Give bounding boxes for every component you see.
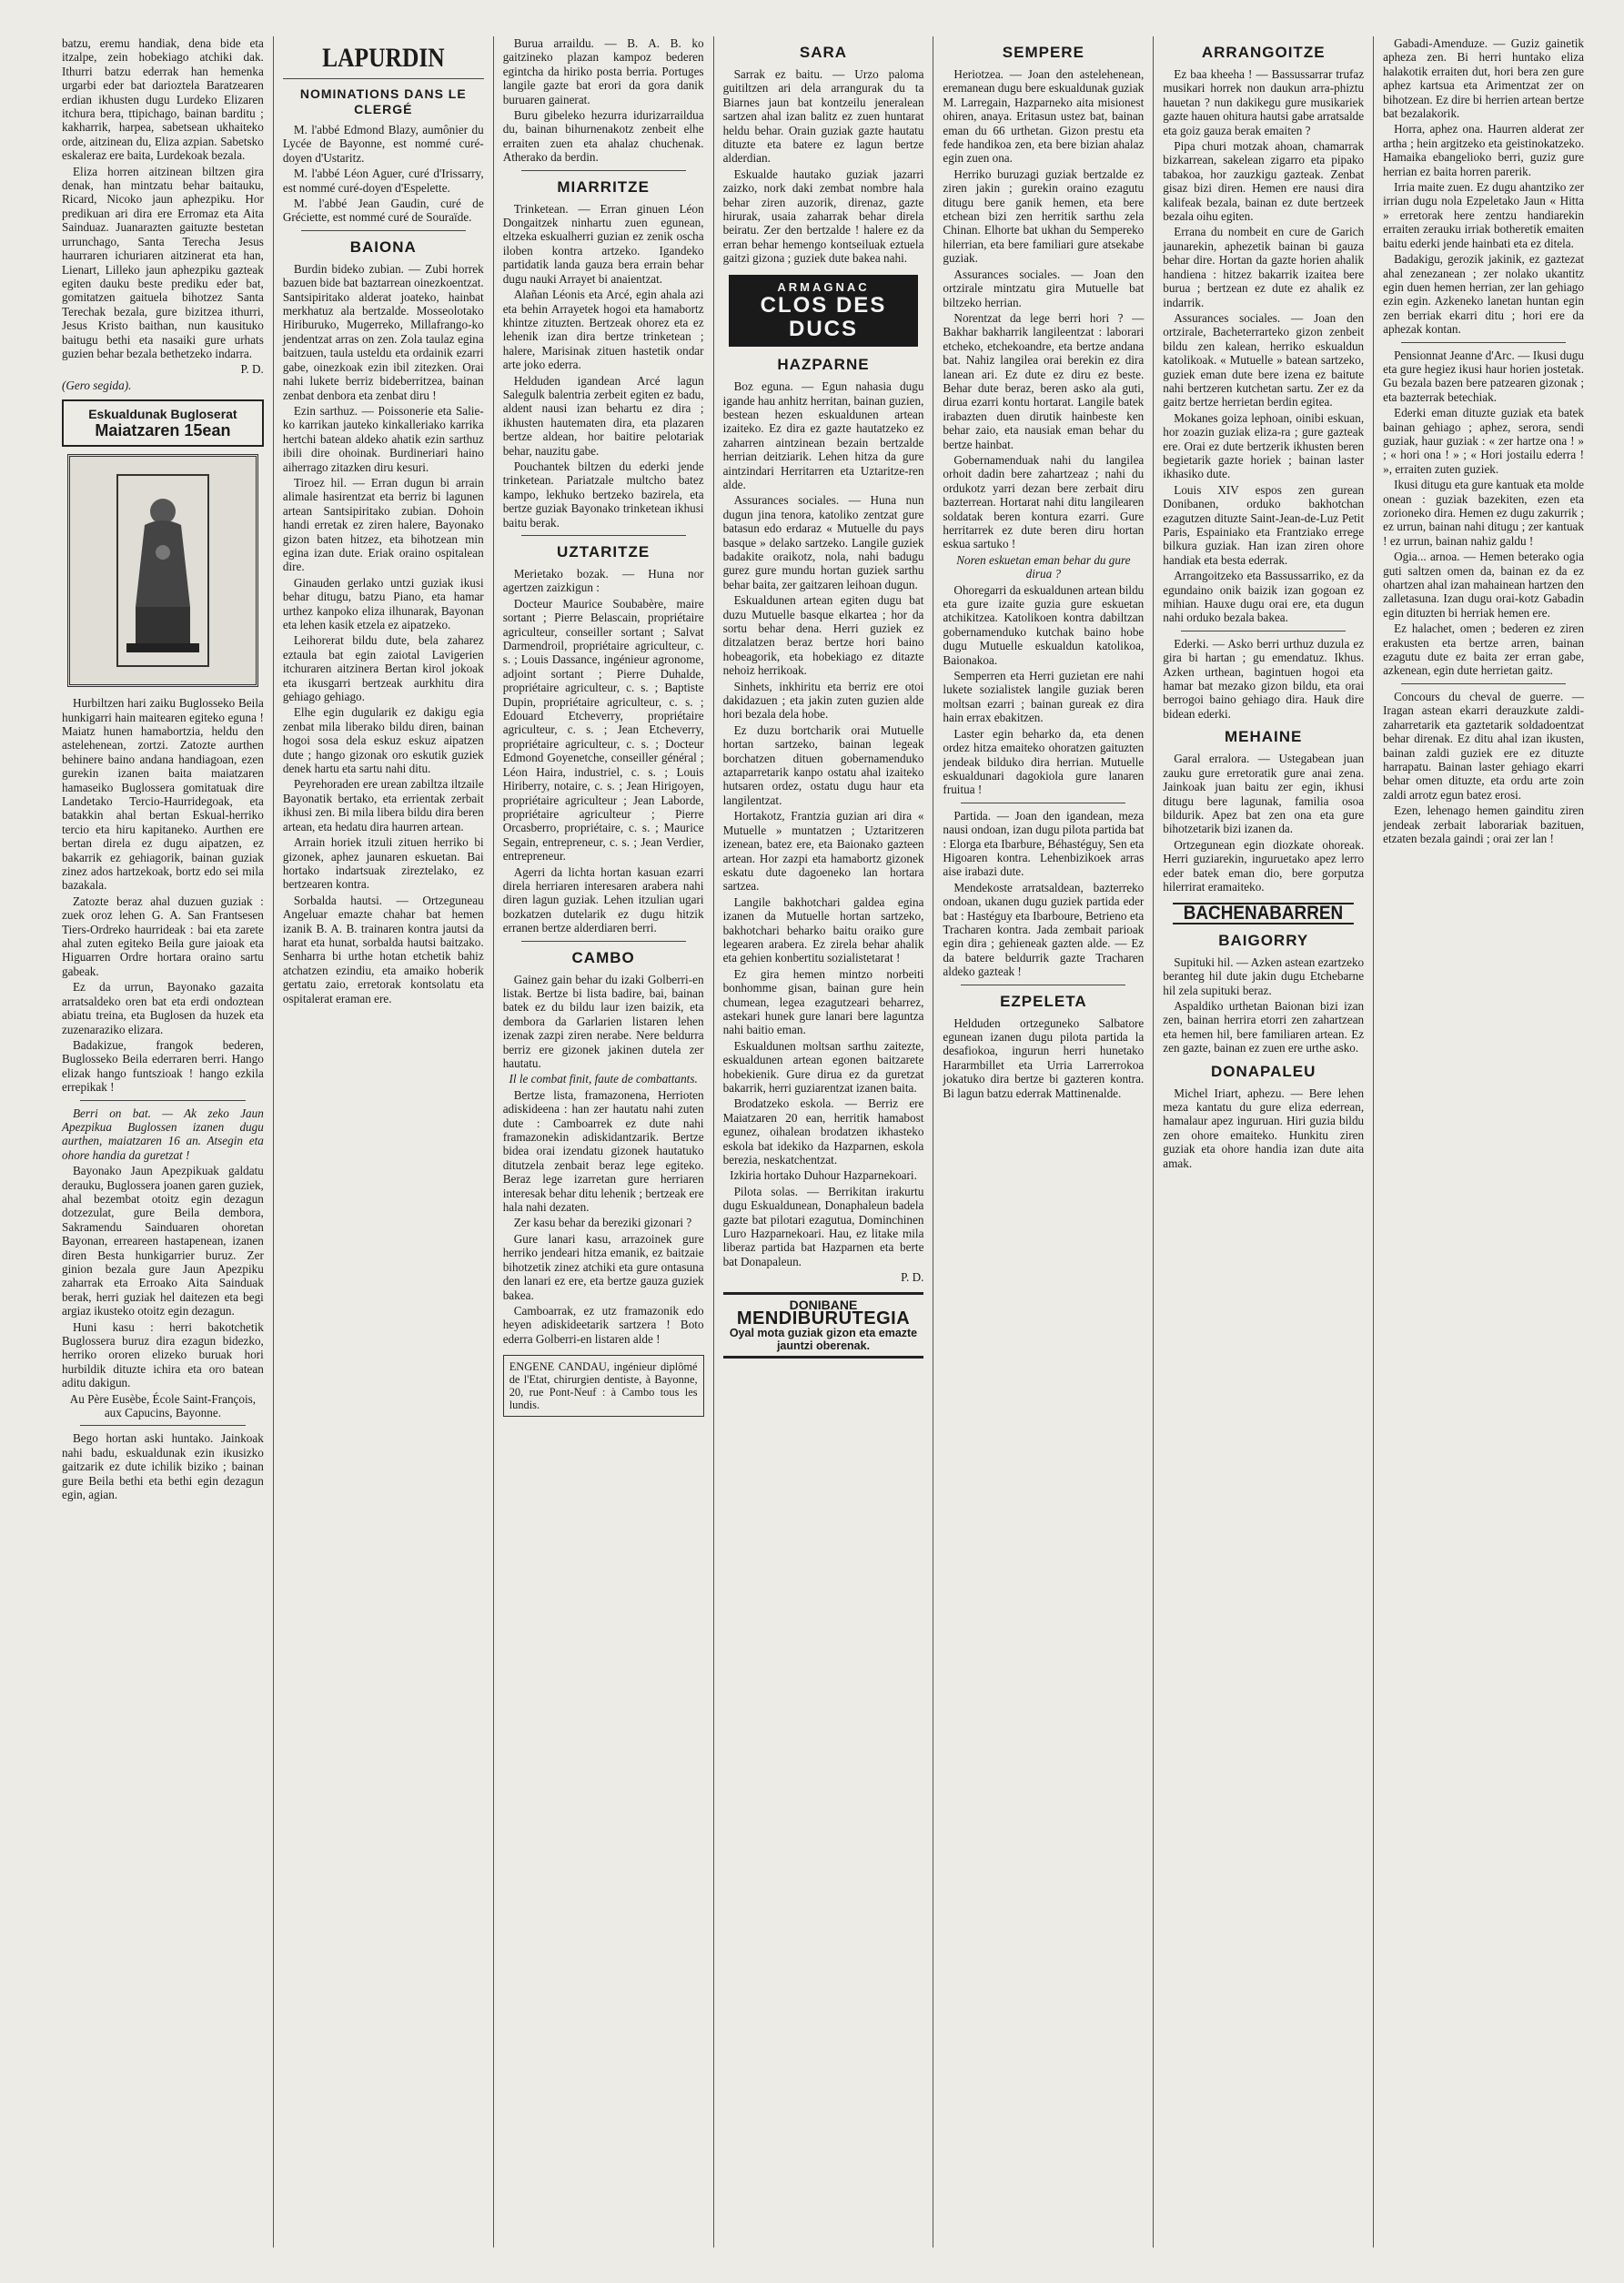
banner-line: Eskualdunak Bugloserat <box>88 407 237 422</box>
dentist-ad: ENGENE CANDAU, ingénieur diplômé de l'Etat, chirurgien dentiste, à Bayonne, 20, rue Pont-Neuf : à Cambo tous les lundis. <box>503 1355 704 1417</box>
town-heading: EZPELETA <box>1000 992 1087 1010</box>
article-text: Zer kasu behar da bereziki gizonari ? <box>513 1216 692 1230</box>
article-text: Elhe egin dugularik ez dakigu egia zenbat mila liberako bildu diren, bainan hogoi sosa dela eskuz eskuz aipatzen dute ; hango gizonak oro eskutik guziek denek hartu eta sartu nahi ditu. <box>282 705 484 776</box>
article-text: Izkiria hortako Duhour Hazparnekoari. <box>730 1168 917 1183</box>
town-heading: MIARRITZE <box>557 177 650 196</box>
article-text: Michel Iriart, aphezu. — Bere lehen meza kantatu du gure eliza ederrean, hamalaur apez inguruan. Hiri guzia bildu zen ohore emaiteko. Hunkitu ziren guziak eta ohore handia izan dute aita amak. <box>1163 1086 1365 1170</box>
article-text: Huni kasu : herri bakotchetik Buglossera buruz dira ezagun bidezko, herriko ororen elizeko buruak hori hurbildik dituzte ichira eta oro batean aditu dakigun. <box>62 1319 264 1390</box>
column-3 <box>493 36 713 2248</box>
article-text: Gobernamenduak nahi du langilea orhoit dadin bere zahartzeaz ; nahi du ordukotz yarri dezan bere zerbait diru bazterrean. Hortarat nahi ditu langilearen soldatak beren kontura ezarri. Gure herritarrek ez dute beren diru hortan eskua sartuko ! <box>943 452 1145 551</box>
article-text: Docteur Maurice Soubabère, maire sortant ; Pierre Belascain, propriétaire agriculteur, conseiller sortant ; Salvat Darmendroil, propriétaire agriculteur, c. s. ; Louis Dassance, ingénieur agronome, adjoint sortant ; Pierre Duhalde, propriétaire agriculteur, c. s. ; Baptiste Dupin, propriétaire agriculteur, c. s. ; Edouard Etcheverry, propriétaire agriculteur, c. s. ; Jean Etcheverry, propriétaire agriculteur, c. s. ; Docteur Edmond Goyenetche, conseiller général ; Léon Haira, industriel, c. s. ; Louis Hiriberry, notaire, c. s. ; Jean Hirigoyen, propriétaire agriculteur ; Jean Laborde, propriétaire agriculteur ; Pierre Orcasberro, propriétaire, c. s. ; Maurice Segain, entrepreneur, c. s. ; Jean Verdier, entrepreneur. <box>502 596 704 864</box>
article-text: Trinketean. — Erran ginuen Léon Dongaitzek ninhartu zuen egunean, eltzeka eskualherri guzian ez zenik oscha iloben kontra artzeko. Igandeko partidatik landa gauza bera errain behar dugu nauki Arrayet bi anaientzat. <box>502 201 704 286</box>
article-text: Ez da urrun, Bayonako gazaita arratsaldeko oren bat eta erdi ondoztean abiatu treina, eta Buglosen da huzek eta zuzenaraziko elizara. <box>62 980 264 1036</box>
signature: P. D. <box>240 362 264 377</box>
article-text: Irria maite zuen. Ez dugu ahantziko zer irrian dugu nola Ezpeletako Jaun « Hitta » erretorak here zentzu handiarekin erraiten zerauku irriak botheretik emaiten baitu ederki jende hainbati eta ez ditela. <box>1383 180 1584 250</box>
article-text: Aspaldiko urthetan Baionan bizi izan zen, bainan herrira etorri zen zahartzean eta hemen hil, bere familiaren artean. Ez zen gazte, bainan ez zuen ere urthe asko. <box>1163 998 1365 1056</box>
column-4 <box>713 36 933 2248</box>
article-text: Boz eguna. — Egun nahasia dugu igande hau anhitz herritan, bainan guzien, bestean hezen eskualdunen artean izaiteko. Ez dira ez gazte hautatzeko ez zaharren aintzinean bezain bertzalde herrian deitziarik. Lehen hitza da gure aintzindari Herritarren eta Uztaritze-ren alde. <box>722 379 924 491</box>
divider <box>521 535 686 536</box>
article-text: Mendekoste arratsaldean, bazterreko ondoan, ukanen dugu guziek partida eder bat : Hastéguy eta Ibarboure, Betrieno eta Tracharen kontra. Jada zembait parioak egin dira ; gehieneak gazten alde. — Ez da batere beldurrik gazte Tracharen aldeko gazteak ! <box>943 880 1145 979</box>
quotation: Il le combat finit, faute de combattants. <box>509 1072 698 1086</box>
armagnac-ad <box>729 275 919 347</box>
article-text: Tiroez hil. — Erran dugun bi arrain alimale hasirentzat eta berriz bi lagunen artean Santsipiritako zubian. Dohoin handi erretak ez ziren halere, Bayonako gizon baten hitzez, eta bihotzean min egina izan dute. Eriak oraino ospitalean dire. <box>282 475 484 574</box>
region-title: BACHENABARREN <box>1173 903 1354 924</box>
article-text: Eskualdunen artean egiten dugu bat duzu Mutuelle basque elkartea ; hor da sortu behar dena. Herri guziek ez ditzalatzen beraz bertze hori baino hobeagorik, eta hobekiago ez ditazte nehoiz herrikoak. <box>722 593 924 678</box>
column-7 <box>1373 36 1593 2248</box>
divider <box>521 170 686 171</box>
address: Au Père Eusèbe, École Saint-François, aux Capucins, Bayonne. <box>69 1391 257 1420</box>
column-5 <box>933 36 1153 2248</box>
town-heading: CAMBO <box>571 948 635 966</box>
town-heading: MEHAINE <box>1225 728 1303 746</box>
article-text: Laster egin beharko da, eta denen ordez hitza emaiteko ohoratzen gaituzten jendeak bilduko dira herrian. Mutuelle eskualdunari dagokiola gure lanaren fruitua ! <box>943 726 1145 797</box>
madonna-engraving <box>67 454 258 687</box>
article-text: Sinhets, inkhiritu eta berriz ere otoi dakidazuen ; eta jakin zuten guzien alde hori bezala dela hobe. <box>722 679 924 722</box>
article-text: Mokanes goiza lephoan, oinibi eskuan, hor zoazin guziak eliza-ra ; gure gazteak ere. Orai ez dute bertzerik ikhusten beren begietarik gazte horiek ; bainan laster ikhasiko dute. <box>1163 410 1365 481</box>
article-text: Sorbalda hautsi. — Ortzeguneau Angeluar emazte chahar bat hemen izanik B. A. B. trainaren kontra jautsi da harat eta hunat, sorbalda hautsi baitzako. Senharra bi urthe hotan etchetik bahiz atchatzen ezindiu, eta amaiko hoberik gertatu zaio, erretorak kontsolatu eta ospitalerat eraman ere. <box>282 893 484 1005</box>
article-text: Ez duzu bortcharik orai Mutuelle hortan sartzeko, bainan legeak borchatzen dituen gobernamenduko aztaparretarik kanpo ostatu ahal izaiteko hutsaren ordez, ostatu dugu haur eta langilentzat. <box>722 722 924 807</box>
article-text: Bayonako Jaun Apezpikuak galdatu derauku, Buglossera joanen garen guziek, ahal bezembat otoitz egin dezagun dotzezulat, gure Beila dembora, Sakramendu Sainduaren ohoretan Bayonan, erreareen hastapenean, izanen diren Besta hunkigarrier buruz. Zer ginion bezala gure Jaun Apezpiku zaharrak eta Erroako Aita Sainduak berak, herri guziak hel daitezen eta begi argiaz ikusteko otoitz egin dezagun. <box>62 1164 264 1318</box>
divider <box>80 1425 246 1426</box>
article-text: Semperren eta Herri guzietan ere nahi lukete sozialistek langile guziak beren moltsan ezarri ; bainan gureak ez dira hain errax ebakitzen. <box>943 669 1145 725</box>
article-text: Errana du nombeit en cure de Garich jaunarekin, aphezetik bainan bi gauza behar dire. Hortan da gazte horien ahalik handiena : hitzez bakarrik izaitea bere burua ; bertzean ez dute ez ahalik ez indarrik. <box>1163 225 1365 309</box>
article-text: Badakigu, gerozik jakinik, ez gaztezat ahal zenezanean ; zer nolako ukantitz egin duen hemen herrian, zer lan gehiago ezin egin. Azkeneko lanetan huntan egin zen berriak ekarri ditu ; hori ere da aphezak kontan. <box>1383 252 1584 337</box>
divider <box>521 941 686 942</box>
article-text: Ezin sarthuz. — Poissonerie eta Salie-ko karrikan jauteko kinkalleriako karrika hertchi batean aldeko ahatik ezin sarthuz ibili dire ohoinak. Burdineriari haino aiherrago zitazken diru kesuri. <box>282 403 484 474</box>
mendiburutegia-ad <box>723 1292 924 1359</box>
article-text: Ez gira hemen mintzo norbeiti bonhomme gisan, bainan gure hein chumean, legea ezagutzeari beharrez, astekari hunek gure lanari bere laguntza nahi baitio eman. <box>722 966 924 1037</box>
ad-line: MENDIBURUTEGIA <box>736 1308 911 1329</box>
ad-line: ARMAGNAC <box>777 279 870 294</box>
article-text: Camboarrak, ez utz framazonik edo heyen adiskideetarik sartzera ! Boto ederra Golberri-en listaren alde ! <box>502 1303 704 1346</box>
article-text: Norentzat da lege berri hori ? — Bakhar bakharrik langileentzat : laborari etcheko, etchekoandre, eta bertze andana bat. Nahiz langilea orai berekin ez dira lanean ari. Ez dute ez diru ez beste. Behar dute beraz, beren asko ala guti, dirua ezarri kontu hortarat. Langile batek irabazten duen dirutik hainbeste ken behar zaio, eta nausiak eman behar du bertze hainbat. <box>943 310 1145 451</box>
article-text: Gure lanari kasu, arrazoinek gure herriko jendeari hitza emanik, ez baitzaie bihotzetik zinez atchiki eta gure ontasuna den lanari ez ere, eta bertze gauza guziek bakea. <box>502 1231 704 1302</box>
signature: P. D. <box>901 1270 924 1285</box>
article-text: Ohoregarri da eskualdunen artean bildu eta gure izaite guzia gure eskuetan atchikitzea. Katolikoen kontra dabiltzan gobernamenduko kutchak baino hobe dugu Mutuelle eskualdun katolikoa, Baionakoa. <box>943 582 1145 667</box>
article-text: Zatozte beraz ahal duzuen guziak : zuek oroz lehen G. A. San Frantsesen Tiers-Ordreko haurrideak : bai eta zarete ahal zuten egiteko Beila gure jaioak eta Higuarren Ordre hortara oraino sartu gabeak. <box>62 894 264 978</box>
article-text: Herriko buruzagi guziak bertzalde ez ziren jakin ; gurekin oraino ezagutu ditugu bere ganik hemen, eta bere etchean bizi zen herritik sarthu zela Chinan. Elhorte bat ukhan du Sempereko hilerrian, eta bere familiari gure atsekabe guziak. <box>943 167 1145 266</box>
town-heading: SARA <box>799 44 848 61</box>
ad-line: CLOS DES DUCS <box>760 293 887 342</box>
town-heading: ARRANGOITZE <box>1201 44 1326 61</box>
article-text: batzu, eremu handiak, dena bide eta itzalpe, zein hobekiago atchiki dak. Ithurri batzu ederrak han hemenka urgarbi eder bat darioztela Baratzearen erdian ikhusten dugu Lurdeko Elizaren itchura bera, ttipichago, bainan barditu ; kakharrik, harpea, sabetsean ukhaiteko orde, aitzinean du, Eliza azpian. Sabetsko eskaleraz ere baita, Lurdekoak bezala. <box>62 36 264 163</box>
article-text: Arrain horiek itzuli zituen herriko bi gizonek, aphez jaunaren eskuetan. Bai hortako indartsuak zireztelako, ez bertzearen kontra. <box>282 835 484 892</box>
article-text: Pouchantek biltzen du ederki jende trinketean. Pariatzale multcho batez kampo, lekhuko bertzeko bazirela, eta bertze guziak Bayonako trinketean ikhusi baitu berak. <box>502 459 704 530</box>
divider <box>301 230 466 231</box>
banner-line: Maiatzaren 15ean <box>95 421 231 440</box>
article-text: Ederki eman dituzte guziak eta batek bainan gehiago ; aphez, serora, sendi guziak, haur guziak : « zer hartze ona ! » ; « hori ona ! » ; « Hori jostailu ederra ! », erraiten zuten guziek. <box>1383 406 1584 476</box>
article-text: Badakizue, frangok bederen, Buglosseko Beila ederraren berri. Hango elizak hango funtszioak ! hango ezkila errepikak ! <box>62 1037 264 1095</box>
town-heading: BAIGORRY <box>1218 931 1309 949</box>
article-text: Agerri da lichta hortan kasuan ezarri direla herriaren interesaren arabera nahi diren lagun guziak. Lehen itzulian ugari bozkatzen dutelarik ez dugu hitzik erranen bertze alderdiaren berri. <box>502 864 704 935</box>
article-text: Pensionnat Jeanne d'Arc. — Ikusi dugu eta gure hegiez ikusi haur horien jostetak. Gu bezala bazen bere patzearen gizonak ; eta bazterrak betechiak. <box>1383 348 1584 404</box>
section-heading: NOMINATIONS DANS LE CLERGÉ <box>299 86 467 116</box>
article-text: Ogia... arnoa. — Hemen beterako ogia guti saltzen omen da, bainan ez da ez ohartzen ahal izan mahainean hartzen den zalletasuna. Izan dugu orai-kotz Gabadin egin dituzten bi herriak hemen ere. <box>1383 550 1584 620</box>
article-text: Ginauden gerlako untzi guziak ikusi behar ditugu, batzu Piano, eta hamar urthez kanpoko eliza ilhunarak, Bayonan eta lehen kasik etzela ez aipatzeko. <box>282 575 484 631</box>
article-text: Hortakotz, Frantzia guzian ari dira « Mutuelle » muntatzen ; Uztaritzeren izenean, batez ere, eta Baionako gazteen artean. Hor zazpi eta hamabortz gizonek eskatu dute dagoeneko lan hortara sartzea. <box>722 809 924 894</box>
article-text: Helduden igandean Arcé lagun Salegulk balentria zerbeit egiten ez badu, aldent nausi izan behartu ez dira ; ikhusten hautematen dira, eta plazaren bertze aldean, hor baitire pelotariak behar, nauzitu gabe. <box>502 373 704 458</box>
article-text: Assurances sociales. — Huna nun dugun jina tenora, katoliko zentzat gure batasun edo erdaraz « Mutuelle du pays basque » delako sartzeko. Langile guziek badakite oraikotz, nola, nahi badugu gurez gure mundu hortan guziek sarthu behar baita, zer gaitzaren leihoan dugun. <box>722 493 924 591</box>
article-text: Burdin bideko zubian. — Zubi horrek bazuen bide bat baztarrean oinezkoentzat. Santsipiritako alderat joateko, hainbat merkhatuz ala bertzalde. Mosseolotako Hiriburuko, Mugerreko, Millafrango-ko jendentzat arras on zen. Zola taulaz egina baitzuen, taula usteldu eta ordainik ezarri gabe, oinezkoak ezin ibil zitezken. Orai nahi lukete berriz bideberritzea, bainan zenbat denbora eta zenbat diru ! <box>282 261 484 402</box>
article-text: Ez baa kheeha ! — Bassussarrar trufaz musikari horrek non daukun arra-phiztu hauetan ? nun dakikegu gure musikariek gazte hauen ohitura hautsi gabe arratsalde eta goiz gauza berak emaiten ? <box>1163 67 1365 137</box>
article-text: M. l'abbé Edmond Blazy, aumônier du Lycée de Bayonne, est nommé curé-doyen d'Ustaritz. <box>282 123 484 165</box>
article-text: Pilota solas. — Berrikitan irakurtu dugu Eskualdunean, Donaphaleun badela gazte bat pilotari ezagutua, Dominchinen Luro Hazparnekoari. Hau, ez litake mila liberaz partida bat Hazparnen eta berte bat Donapaleun. <box>722 1184 924 1268</box>
article-text: Eskualde hautako guziak jazarri zaizko, nork daki zembat nombre hala behar ziren auzorik, direnaz, gazte hirurak, usaia zaharrak behar direla beiratu. Zer den bertzalde ! halere ez da erran behar hemengo kontseiluak eztuela gaitzi gizona ; guziek dute bakea nahi. <box>722 167 924 266</box>
article-text: Langile bakhotchari galdea egina izanen da Mutuelle hortan sartzeko, bakhotchari beharko baitu oraiko gure legearen arabera. Ez zirela behar ahalik eta gehien konbertitu sozialistetarat ! <box>722 894 924 965</box>
region-title: LAPURDIN <box>321 43 445 73</box>
article-text: Bertze lista, framazonena, Herrioten adiskideena : han zer hautatu nahi zuten dute : Camboarrek ez dute nahi framazonekin adiskidantzarik. Bertze bidea orai izendatu gizonek hautatuko ditutzela zenbait beraz lege egiteko. Beraz lege izarretan gure herriaren interesak behar ditu lehenik ; bertzeak ere hala nahi dezaten. <box>502 1087 704 1215</box>
article-text: Assurances sociales. — Joan den ortzirale mintzatu gira Mutuelle bat biltzeko herrian. <box>943 267 1145 309</box>
article-text: Assurances sociales. — Joan den ortzirale, Bacheterrarteko gizon zenbeit bildu zen kalean, herriko eskualdun katolikoak. « Mutuelle » batean sartzeko, guziek eman dute bere izena ez baitute nahi bertzeren kutchetan sartu. Zer ez da gaitz bertze herrietan berdin egitea. <box>1163 310 1365 409</box>
divider <box>80 1100 246 1101</box>
article-text: Buru gibeleko hezurra idurizarraildua du, bainan bihurnenakotz zenbeit elhe erraiten zuen eta ahalaz chuchenak. Atherako da berdin. <box>502 108 704 165</box>
column-1 <box>53 36 273 2248</box>
section-banner <box>62 399 264 447</box>
ad-line: Oyal mota guziak gizon eta emazte jauntzi oberenak. <box>729 1326 918 1352</box>
article-text: Ederki. — Asko berri urthuz duzula ez gira bi hartan ; gu emendatuz. Ikhus. Azken urthean, bagintuen hogoi eta hamar bat mezako gizon bildu, eta orai berrogoi baino gehiago dira. Hauk dire bidean ederki. <box>1163 636 1365 721</box>
article-text: Leihorerat bildu dute, bela zaharez eztaula bat egin zaiotal Lavigerien itchuraren aitzinera Bertan kirol jokoak eta ikusgarri bertzeak aurkhitu dira gehiago gehiago. <box>282 633 484 704</box>
town-heading: DONAPALEU <box>1211 1062 1316 1080</box>
article-text: Alañan Léonis eta Arcé, egin ahala azi eta behin Arrayetek hogoi eta hamabortz khintze zituzten. Bertzeak ohorez eta ez lehenik izan dira bertze trinketean ; halere, Marisinak zituen hastetik ondar arte joko ederra. <box>502 288 704 372</box>
article-text: Garal erralora. — Ustegabean juan zauku gure erretoratik gure anai zena. Jainkoak juan baitu zer egin, ikhusi ditugu bere lagunak, familia osoa bildurik. Apez bat zen ona eta gure bihotzetarik bizi izanen da. <box>1163 752 1365 836</box>
article-text: M. l'abbé Jean Gaudin, curé de Gréciette, est nommé curé de Souraïde. <box>282 197 484 225</box>
article-text: Heriotzea. — Joan den astelehenean, eremanean dugu bere eskualdunak guziak M. Larregain, Hazparneko aita misionest ohiren, anaya. Eritasun ustez bat, bainan eman du 66 urthetan. Gizon prestu eta fede handikoa zen, eta bere bizian ahalaz egin zuen ona. <box>943 67 1145 166</box>
ad-line: DONIBANE <box>789 1297 858 1312</box>
article-text: Peyrehoraden ere urean zabiltza iltzaile Bayonatik bertako, eta errientak zerbait ikhusi zen. Bi mila libera bildu dira beren artean, eta hedatu dira haurren artean. <box>282 777 484 833</box>
article-text: Hurbiltzen hari zaiku Buglosseko Beila hunkigarri hain maitearen egiteko eguna ! Maiatz hunen hamabortzia, heldu den astelehenean, zortzi. Zatozte aurthen behinere baino andana handiagoan, ezen gurekin izanen baita maiatzaren hamaseiko Buglossera gomitatuak dire Landetako Tercio-Haurridegoak, eta batakkin ahal bertan Eskual-herriko tercio eta hiru kapitaneko. Aurthen ere bertan direla ez dugu aipatzen, ez bakarrik ez gehiagorik, bainan guziak zinez ados hartzekoak, bortz edo sei mila bazakala. <box>62 696 264 893</box>
column-6 <box>1153 36 1373 2248</box>
article-text: M. l'abbé Léon Aguer, curé d'Irissarry, est nommé curé-doyen d'Espelette. <box>282 167 484 195</box>
divider <box>283 78 484 79</box>
article-text: Gabadi-Amenduze. — Guziz gainetik apheza zen. Bi herri huntako eliza halakotik erraiten dut, hori bera zen gure aphez kartsua eta Arimentzat zer on bihotzean. Ez dire bi herrien artean bertze bat bezalakorik. <box>1383 36 1584 121</box>
article-text: Helduden ortzeguneko Salbatore egunean izanen dugu pilota partida la desafiokoa, ingurun herri hunetako Hararmbillet eta Urria Larrerrokoa jokatuko dira bertze bi gazteren kontra. Bi lagun batzu ederrak Mattinenalde. <box>943 1015 1145 1100</box>
article-text: Ortzegunean egin diozkate ohoreak. Herri guziarekin, inguruetako apez lerro eder batek eman dio, bere gorputza hilerrirat eramaiteko. <box>1163 837 1365 894</box>
statue-icon <box>108 470 217 671</box>
town-heading: HAZPARNE <box>777 356 870 374</box>
divider <box>1401 683 1566 684</box>
article-text: Brodatzeko eskola. — Berriz ere Maiatzaren 20 ean, herritik hamabost egunez, oihalean brodatzen ikhasteko eskola bat idekiko da Hazparnen, eskola berezia, neskatchentzat. <box>722 1096 924 1167</box>
article-text: Ez halachet, omen ; bederen ez ziren erakusten eta bertze arren, bainan ezagutu dute ez baita zer erran gabe, azkenean, egin dute herrietan gaitz. <box>1383 621 1584 678</box>
article-text: Supituki hil. — Azken astean ezartzeko beranteg hil dute jakin dugu Etchebarne hil zela supituki beraz. <box>1163 955 1365 997</box>
divider <box>1401 342 1566 343</box>
article-text: Berri on bat. — Ak zeko Jaun Apezpikua Buglossen izanen dugu aurthen, maiatzaren 16 an. Atsegin eta ohore handia da guretzat ! <box>62 1106 264 1162</box>
article-text: Burua arraildu. — B. A. B. ko gaitzineko plazan kampoz bederen egintcha da hiriko posta berria. Portuges langile gazte bat erori da gora danik buruaren gainerat. <box>502 36 704 106</box>
article-text: Partida. — Joan den igandean, meza nausi ondoan, izan dugu pilota partida bat : Elorga eta Ibarbure, Béhastéguy, Sen eta Higoaren kontra. Lehenbizikoek arras aise irabazi dute. <box>943 808 1145 879</box>
article-text: Arrangoitzeko eta Bassussarriko, ez da egundaino onik baizik izan gogoan ez mihian. Hauxe dugu orai ere, eta dugun nahi orduko bezala bakea. <box>1163 569 1365 625</box>
article-text: Ikusi ditugu eta gure kantuak eta molde onean : guziak bazekiten, ezen eta zorioneko dira. Hemen ez dugu zakurrik ; ez urrun, bainan nahi ditugu ; zer kantuak ! ez urrun, bainan nahiz galdu ! <box>1383 478 1584 548</box>
town-heading: SEMPERE <box>1002 44 1084 61</box>
column-2 <box>273 36 493 2248</box>
continued-note: (Gero segida). <box>62 378 132 392</box>
town-heading: BAIONA <box>349 237 417 256</box>
article-text: Sarrak ez baitu. — Urzo paloma guitiltzen ari dela arrangurak du ta Biarnes jaun bat kontzeilu jeneralean sartzen ahal izan balitz ez zuen huntarat heldu behar. Orain guziak gazte hautatu dituzte eta batere ez lagun bertze alderdian. <box>722 67 924 166</box>
article-text: Louis XIV espos zen gurean Donibanen, orduko bakhotchan ezagutzen dituzte Saint-Jean-de-Luz Petit Paris, Espainiako eta Frantziako errege bilkura guziak. Han izan ziren ohore handiak eta besta ederrak. <box>1163 482 1365 567</box>
article-text: Merietako bozak. — Huna nor agertzen zaizkigun : <box>502 567 704 595</box>
article-text: Eliza horren aitzinean biltzen gira denak, han mintzatu behar baitauku, Ricard, Nicoko jaun aphezpiku. Hor predikuan ari dira ere Erromaz eta Aita Sainduaz. Juanarazten gaituzte bestetan urrunchago, Santa Terecha Jesus haurraren ichuriaren aitzinerat eta han, Lienart, Lilleko jaun aphezpiku gazteak egiten dauku beste prediku eder bat, gomitatzen gaituela bihotzez Santa Terechak bezala, gure bizitzea ithurri, Jesus Kristo baithan, nun kausituko baitugu bethi eta nasaiki gure urhats guzien behar bezala bethetzeko indarra. <box>62 164 264 360</box>
article-text: Gainez gain behar du izaki Golberri-en listak. Bertze bi lista badire, bai, bainan batek ez du bildu laur izen baizik, eta dembora da Garlarien listaren lehen izenak zazpi ziren nerabe. Nere beldurra berriz ere gizonek jakinen dutela zer hautatu. <box>502 972 704 1070</box>
article-text: Horra, aphez ona. Haurren alderat zer artha ; hein argitzeko eta geistinokatzeko. Hamaika ebangelioko berri, guziz gure herrian ez baita horren parerik. <box>1383 122 1584 178</box>
article-text: Concours du cheval de guerre. — Iragan astean ekarri derauzkute zaldi-zaharretarik eta gaztetarik soldadoentzat behar direnak. Ez ditu ahal izan ikusten, bainan zaldi guziek ere ez dituzte harrapatu. Bainan laster gehiago ekarri behar omen dituzte, eta ordu arte zoin zaldi arrotz egun batez erosi. <box>1383 689 1584 802</box>
subheading: Noren eskuetan eman behar du gure dirua ? <box>956 552 1131 581</box>
article-text: Eskualdunen moltsan sarthu zaitezte, eskualdunen artean egonen baitzarete hobekienik. Gure dirua ez da guretzat bakarrik, herri guziarentzat izanen baita. <box>722 1038 924 1095</box>
article-text: Bego hortan aski huntako. Jainkoak nahi badu, eskualdunak ezin ikusizko gaitzarik ez dute ichilik biziko ; bainan gure Beila bethi eta bethi egin dezagun egin, agian. <box>62 1431 264 1502</box>
article-text: Ezen, lehenago hemen gainditu ziren jendeak zerbait laborariak bazituen, etzaten bezala gaindi ; orai zer lan ! <box>1383 803 1584 845</box>
article-text: Pipa churi motzak ahoan, chamarrak bizkarrean, sakelean zigarro eta pipako tabakoa, hor zauzkigu gazteak. Zenbat gisaz bizi diren. Hemen ere nausi dira kalifeak bezala, bainan ez dute bertzeek bezala oihu egiten. <box>1163 139 1365 224</box>
town-heading: UZTARITZE <box>557 543 651 561</box>
